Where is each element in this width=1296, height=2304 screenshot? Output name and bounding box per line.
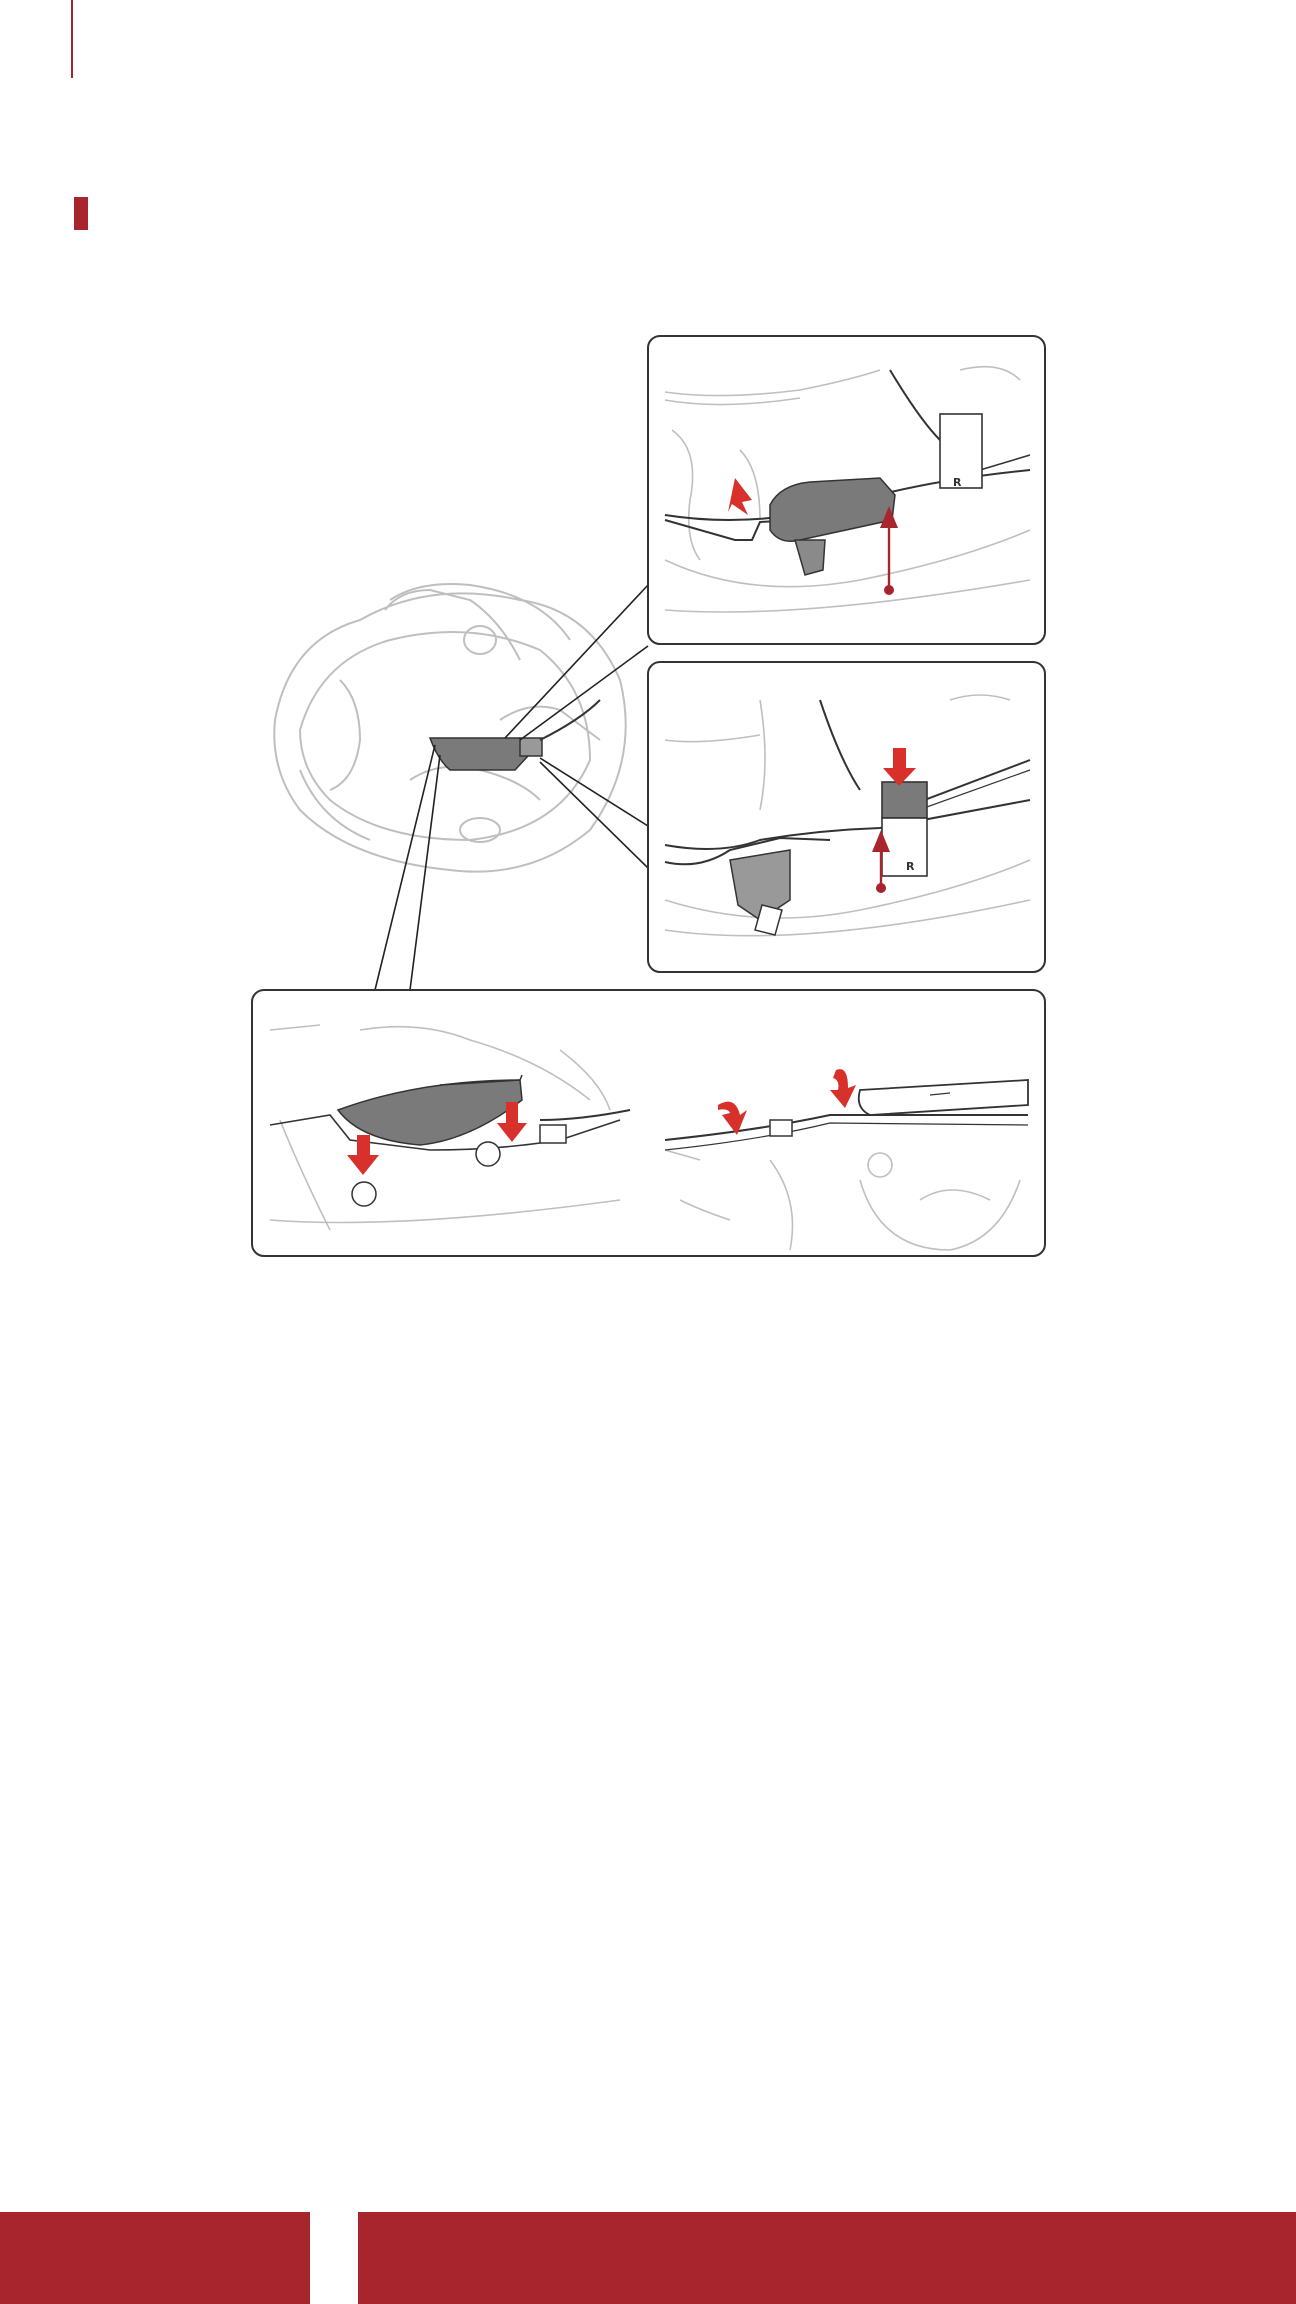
footer-left-band [0,2212,310,2304]
panel-label-letter: R [953,476,962,489]
step-marker [476,1142,500,1166]
detail-panel-top [648,336,1045,644]
detail-panel-middle [648,662,1045,972]
footer-right-band [358,2212,1296,2304]
panel-label-letter: R [906,860,915,873]
detail-panel-bottom [252,990,1045,1256]
helmet-illustration [274,584,625,872]
step-marker [352,1182,376,1206]
headset-clamp-unit [430,700,600,770]
